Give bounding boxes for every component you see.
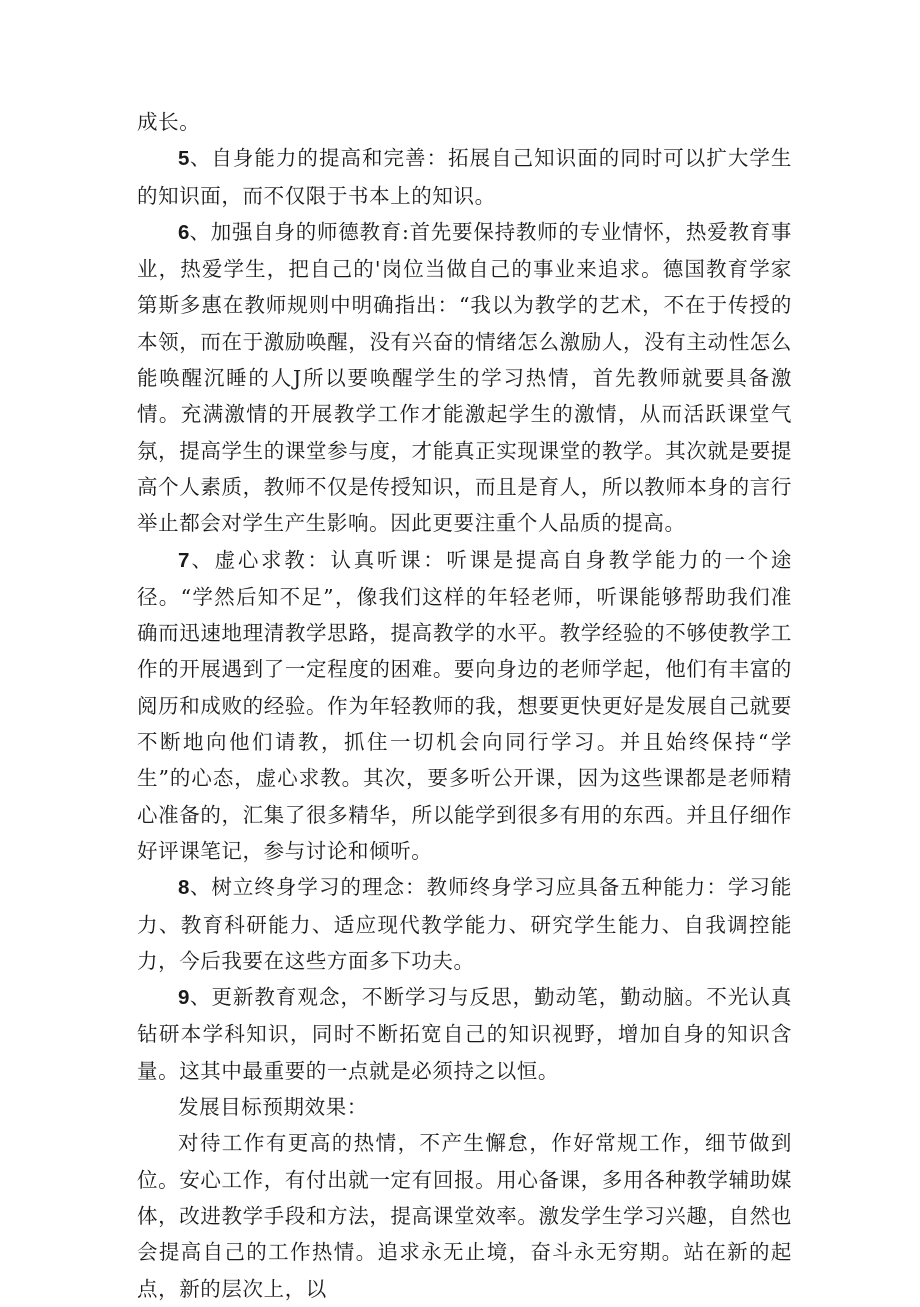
paragraph-text: 、虚心求教：认真听课：听课是提高自身教学能力的一个途径。“学然后知不足”，像我们这样的年轻老师，听课能够帮助我们准确而迅速地理清教学思路，提高教学的水平。教学经验的不够使教学工作的开展遇到了一定程度的困难。要向身边的老师学起，他们有丰富的阅历和成败的经验。作为年轻教师的我，想要更快更好是发展自己就要不断地向他们请教，抓住一切机会向同行学习。并且始终保持“学生”的心态，虚心求教。其次，要多听公开课，因为这些课都是老师精心准备的，汇集了很多精华，所以能学到很多有用的东西。并且仔细作好评课笔记，参与讨论和倾听。 [137, 547, 792, 863]
document-page [137, 104, 792, 1307]
item-number: 9 [178, 986, 190, 1010]
paragraph-goals-body [137, 1125, 792, 1306]
paragraph-item-7 [137, 542, 792, 870]
item-number: 5 [178, 147, 190, 171]
paragraph-text: 、自身能力的提高和完善：拓展自己知识面的同时可以扩大学生的知识面，而不仅限于书本上的知识。 [137, 146, 792, 208]
section-heading-goals [137, 1089, 792, 1125]
paragraph-text: 成长。 [137, 110, 201, 134]
heading-text: 发展目标预期效果： [178, 1095, 368, 1120]
item-number: 7 [178, 548, 190, 572]
paragraph-text: 对待工作有更高的热情，不产生懈怠，作好常规工作，细节做到位。安心工作，有付出就一定有回报。用心备课，多用各种教学辅助媒体，改进教学手段和方法，提高课堂效率。激发学生学习兴趣，自然也会提高自己的工作热情。追求永无止境，奋斗永无穷期。站在新的起点，新的层次上，以 [137, 1131, 792, 1301]
paragraph-item-6 [137, 214, 792, 542]
paragraph-continuation [137, 104, 792, 140]
paragraph-item-8 [137, 869, 792, 979]
item-number: 8 [178, 876, 190, 900]
paragraph-text: 、树立终身学习的理念：教师终身学习应具备五种能力：学习能力、教育科研能力、适应现代教学能力、研究学生能力、自我调控能力，今后我要在这些方面多下功夫。 [137, 875, 792, 973]
paragraph-text: 、加强自身的师德教育:首先要保持教师的专业情怀，热爱教育事业，热爱学生，把自己的'岗位当做自己的事业来追求。德国教育学家第斯多惠在教师规则中明确指出：“我以为教学的艺术，不在于传授的本领，而在于激励唤醒，没有兴奋的情绪怎么激励人，没有主动性怎么能唤醒沉睡的人J所以要唤醒学生的学习热情，首先教师就要具备激情。充满激情的开展教学工作才能激起学生的激情，从而活跃课堂气氛，提高学生的课堂参与度，才能真正实现课堂的教学。其次就是要提高个人素质，教师不仅是传授知识，而且是育人，所以教师本身的言行举止都会对学生产生影响。因此更要注重个人品质的提高。 [137, 219, 792, 536]
item-number: 6 [178, 220, 190, 244]
paragraph-item-5 [137, 140, 792, 214]
paragraph-text: 、更新教育观念，不断学习与反思，勤动笔，勤动脑。不光认真钻研本学科知识，同时不断拓宽自己的知识视野，增加自身的知识含量。这其中最重要的一点就是必须持之以恒。 [137, 985, 792, 1083]
paragraph-item-9 [137, 979, 792, 1089]
